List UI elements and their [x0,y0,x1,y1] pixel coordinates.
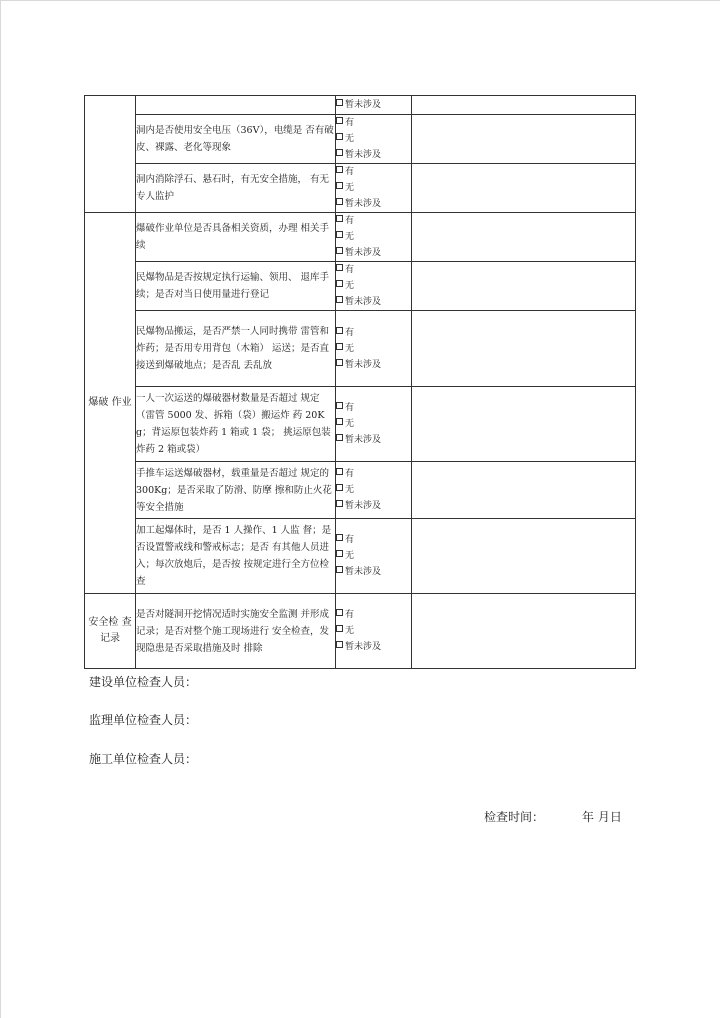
checkbox[interactable] [336,359,343,366]
checkbox[interactable] [336,402,343,409]
table-row [85,462,636,519]
checkbox[interactable] [336,99,343,106]
inspection-table [84,95,636,669]
check-item: 爆破作业单位是否具备相关资质，办理 相关手续 [136,213,336,262]
checkbox[interactable] [336,296,343,303]
category-cell-tunnel [85,96,136,213]
table-row [85,311,636,387]
option-no[interactable]: 无 [336,482,411,498]
option-no[interactable]: 无 [336,341,411,357]
checkbox[interactable] [336,641,343,648]
owner-inspector-label: 建设单位检查人员： [89,675,198,689]
check-item: 民爆物品搬运，是否严禁一人同时携带 雷管和炸药；是否用专用背包（木箱） 运送；是否直接送到爆破地点；是否乱 丢乱放 [136,311,336,387]
checkbox[interactable] [336,149,343,156]
page-edge-left [0,0,1,1018]
check-item: 加工起爆体时，是否 1 人操作、1 人监 督；是否设置警戒线和警戒标志；是否 有其他人员进入；每次放炮后，是否按 按规定进行全方位检查 [136,519,336,594]
option-group [336,387,412,462]
checkbox[interactable] [336,133,343,140]
remark-cell[interactable] [412,213,636,262]
option-group [336,164,412,213]
remark-cell[interactable] [412,115,636,164]
remark-cell[interactable] [412,462,636,519]
option-no[interactable]: 无 [336,278,411,294]
option-group [336,213,412,262]
remark-cell[interactable] [412,387,636,462]
checkbox[interactable] [336,468,343,475]
table-row [85,519,636,594]
option-yes[interactable]: 有 [336,325,411,341]
table-row [85,164,636,213]
checkbox[interactable] [336,247,343,254]
option-group [336,262,412,311]
option-group [336,115,412,164]
option-yes[interactable]: 有 [336,400,411,416]
inspection-date-value[interactable]: 年 月日 [582,810,622,824]
option-no[interactable]: 无 [336,131,411,147]
option-yes[interactable]: 有 [336,213,411,229]
supervisor-inspector-label: 监理单位检查人员： [89,713,198,727]
remark-cell[interactable] [412,96,636,115]
checkbox[interactable] [336,182,343,189]
remark-cell[interactable] [412,262,636,311]
checkbox[interactable] [336,264,343,271]
check-item: 洞内消除浮石、悬石时，有无安全措施， 有无专人监护 [136,164,336,213]
checkbox[interactable] [336,117,343,124]
option-na[interactable]: 暂未涉及 [336,294,411,310]
option-no[interactable]: 无 [336,623,411,639]
checkbox[interactable] [336,500,343,507]
table-row [85,115,636,164]
remark-cell[interactable] [412,519,636,594]
checkbox[interactable] [336,434,343,441]
table-row [85,262,636,311]
option-na[interactable]: 暂未涉及 [336,97,411,113]
inspection-date-label: 检查时间： [484,810,545,824]
option-na[interactable]: 暂未涉及 [336,147,411,163]
option-yes[interactable]: 有 [336,164,411,180]
option-no[interactable]: 无 [336,548,411,564]
checkbox[interactable] [336,327,343,334]
table-row [85,387,636,462]
option-na[interactable]: 暂未涉及 [336,245,411,261]
contractor-inspector-label: 施工单位检查人员： [89,752,198,766]
checkbox[interactable] [336,484,343,491]
checkbox[interactable] [336,280,343,287]
table-row [85,213,636,262]
checkbox[interactable] [336,215,343,222]
checkbox[interactable] [336,625,343,632]
option-yes[interactable]: 有 [336,115,411,131]
category-cell-blasting: 爆破 作业 [85,213,136,594]
remark-cell[interactable] [412,594,636,669]
option-no[interactable]: 无 [336,229,411,245]
checkbox[interactable] [336,609,343,616]
checkbox[interactable] [336,231,343,238]
checkbox[interactable] [336,198,343,205]
option-yes[interactable]: 有 [336,532,411,548]
category-cell-safety: 安全检 查记录 [85,594,136,669]
option-na[interactable]: 暂未涉及 [336,639,411,655]
option-yes[interactable]: 有 [336,466,411,482]
check-item: 民爆物品是否按规定执行运输、领用、 退库手续；是否对当日使用量进行登记 [136,262,336,311]
option-no[interactable]: 无 [336,416,411,432]
check-item: 是否对隧洞开挖情况适时实施安全监测 并形成记录；是否对整个施工现场进行 安全检查，发现隐患是否采取措施及时 排除 [136,594,336,669]
option-group [336,594,412,669]
option-na[interactable]: 暂未涉及 [336,564,411,580]
option-group [336,519,412,594]
checkbox[interactable] [336,343,343,350]
page-edge-top [0,0,720,1]
option-group [336,462,412,519]
table-row [85,96,636,115]
option-yes[interactable]: 有 [336,607,411,623]
option-group [336,96,412,115]
check-item [136,96,336,115]
option-na[interactable]: 暂未涉及 [336,357,411,373]
check-item: 手推车运送爆破器材，载重量是否超过 规定的 300Kg；是否采取了防滑、防摩 擦和防止火花等安全措施 [136,462,336,519]
option-na[interactable]: 暂未涉及 [336,432,411,448]
checkbox[interactable] [336,166,343,173]
option-no[interactable]: 无 [336,180,411,196]
option-group [336,311,412,387]
option-yes[interactable]: 有 [336,262,411,278]
remark-cell[interactable] [412,311,636,387]
check-item: 一人一次运送的爆破器材数量是否超过 规定（雷管 5000 发、拆箱（袋）搬运炸 药 20Kg；背运原包装炸药 1 箱或 1 袋； 挑运原包装炸药 2 箱或袋） [136,387,336,462]
checkbox[interactable] [336,566,343,573]
checkbox[interactable] [336,418,343,425]
remark-cell[interactable] [412,164,636,213]
checkbox[interactable] [336,550,343,557]
table-row [85,594,636,669]
option-na[interactable]: 暂未涉及 [336,196,411,212]
option-na[interactable]: 暂未涉及 [336,498,411,514]
checkbox[interactable] [336,534,343,541]
check-item: 洞内是否使用安全电压（36V），电缆是 否有破皮、裸露、老化等现象 [136,115,336,164]
